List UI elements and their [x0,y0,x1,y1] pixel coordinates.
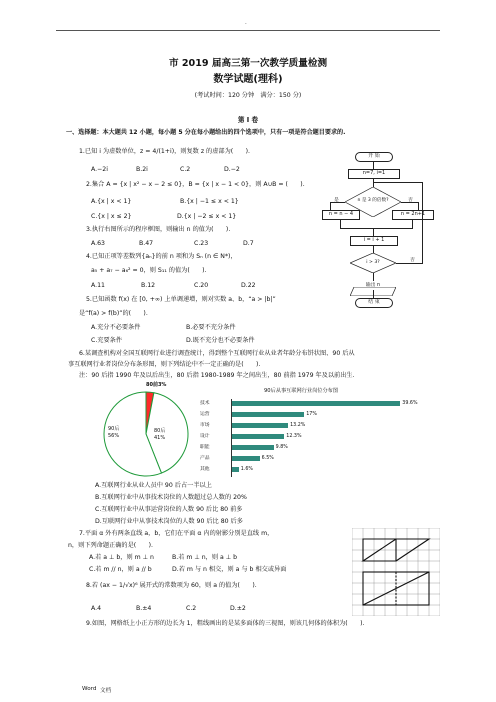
q5-option-d: D.既不充分也不必要条件 [186,337,255,344]
bar-category-label: 运营 [200,411,210,417]
q5-stem-line1: 5.已知函数 f(x) 在 [0, +∞) 上单调递增，则对实数 a、b，“a > |b|” [86,296,276,303]
flow-loop-no-label: 否 [410,258,415,263]
exam-info: (考试时间：120 分钟 满分：150 分) [194,92,302,99]
q7-stem-line1: 7.平面 α 外有两条直线 a，b，它们在平面 α 内的射影分别是直线 m， [79,530,274,537]
q3-option-c: C.23 [194,240,209,247]
pie-label-90s: 90后 56% [108,426,120,439]
q7-option-a: A.若 a ⊥ b，则 m ⊥ n [89,554,154,561]
q1-option-a: A.−2i [91,166,108,173]
flow-init: n=7, i=1 [348,169,400,179]
flow-increment: i = i + 1 [350,236,398,246]
section-heading: 一、选择题：本大题共 12 小题，每小题 5 分在每小题给出的四个选项中，只有一项是符合题目要求的. [66,129,346,136]
q7-stem-line2: n，则下列命题正确的是( ). [68,542,153,549]
exam-title: 市 2019 届高三第一次教学质量检测 [168,58,328,69]
q1-option-b: B.2i [136,166,148,173]
program-flowchart [328,148,438,348]
bar-value-label: 6.5% [261,455,274,461]
q6-stem-line2: 事互联网行业者岗位分布条形图，则下列结论中不一定正确的是( ). [68,361,261,368]
q6-stem-line1: 6.某调查机构对全国互联网行业进行调查统计，得到整个互联网行业从业者年龄分布饼状图、90 后从 [79,350,355,357]
q6-option-d: D.互联网行业中从事技术岗位的人数 90 后比 80 后多 [95,518,243,525]
q4-option-b: B.12 [141,282,156,289]
subject-title: 数学试题(理科) [213,74,283,85]
bar [232,412,304,417]
q2-stem: 2.集合 A = {x | x² − x − 2 ≤ 0}，B = {x | x − 1 < 0}，则 A∪B = ( ). [86,181,305,188]
bar-category-label: 产品 [200,455,210,461]
bar-chart-title: 90后从事互联网行业岗位分布图 [264,388,339,394]
bar-category-label: 技术 [200,400,210,406]
bar-value-label: 13.2% [290,422,306,428]
flow-start: 开 始 [355,152,393,162]
q4-option-d: D.22 [241,282,256,289]
footer-word: Word [82,686,97,692]
bar-category-label: 其他 [200,466,210,472]
q8-stem: 8.若 (ax − 1/√x)⁶ 展开式的常数项为 60，则 a 的值为( ). [86,582,257,589]
pie-label-80s: 80后 41% [154,428,166,441]
q6-note: 注：90 后指 1990 年及以后出生，80 后指 1980-1989 年之间出生，80 前指 1979 年及以前出生. [79,372,355,379]
q1-option-c: C.2 [180,166,191,173]
flow-yes-label: 是 [334,198,339,203]
bar-value-label: 12.3% [286,433,302,439]
bar [232,456,260,461]
q2-option-a: A.{x | x < 1} [91,198,132,205]
q3-option-d: D.7 [243,240,254,247]
flow-no-label: 否 [408,198,413,203]
flow-left-box: n = n − 4 [322,210,360,220]
q1-option-d: D.−2 [224,166,240,173]
flow-end: 结 束 [355,298,393,308]
bar-value-label: 9.8% [275,444,288,450]
header-dot: . [245,20,247,26]
bar-value-label: 39.6% [402,400,418,406]
q1-stem: 1.已知 i 为虚数单位，z = 4/(1+i)，则复数 z 的虚部为( ). [79,148,250,155]
q2-option-c: C.{x | x ≤ 2} [91,213,132,220]
q7-option-b: B.若 m ⊥ n，则 a ⊥ b [172,554,238,561]
flow-right-box: n = 2n+1 [392,210,434,220]
q5-option-b: B.必要不充分条件 [186,324,236,331]
q8-option-c: C.2 [186,605,197,612]
q7-option-c: C.若 m // n，则 a // b [89,566,152,573]
q3-option-b: B.47 [139,240,154,247]
header-rule [56,30,440,31]
flow-loop-text: i > 3? [366,260,380,265]
footer-doc: 文档 [100,688,112,694]
q6-option-c: C.互联网行业中从事运营岗位的人数 90 后比 80 前多 [95,506,243,513]
q5-option-c: C.充要条件 [91,337,123,344]
bar-category-label: 设计 [200,433,210,439]
bar-value-label: 17% [306,411,317,417]
bar-value-label: 1.6% [240,466,253,472]
q5-option-a: A.充分不必要条件 [91,324,141,331]
q9-stem: 9.如图，网格纸上小正方形的边长为 1，粗线画出的是某多面体的三视图，则该几何体的体积为( ). [86,620,365,627]
flow-decision-loop [350,253,396,273]
bar [232,445,274,450]
q8-option-b: B.±4 [136,605,152,612]
flow-decision-text: n 是 3 的倍数? [357,198,389,203]
q4-option-a: A.11 [91,282,105,289]
q7-option-d: D.若 m 与 n 相交，则 a 与 b 相交或异面 [172,566,287,573]
flow-output [350,281,396,290]
q2-option-b: B.{x | −1 ≤ x < 1} [180,198,239,205]
q8-option-a: A.4 [91,605,102,612]
volume-label: 第 I 卷 [237,116,259,124]
q4-stem-line1: 4.已知正项等差数列{aₙ}的前 n 项和为 Sₙ (n ∈ N*)， [86,253,237,260]
flow-output-text: 输出 n [365,283,381,288]
bar-category-label: 市场 [200,422,210,428]
q5-stem-line2: 是“f(a) > f(b)”的( ). [79,310,148,317]
pie-label-pre80s: 80前3% [146,382,167,388]
bar [232,423,288,428]
q6-option-b: B.互联网行业中从事技术岗位的人数超过总人数的 20% [95,494,247,501]
bar [232,401,400,406]
q8-option-d: D.±2 [230,605,246,612]
q4-stem-line2: a₅ + a₇ − a₆² = 0，则 S₁₁ 的值为( ). [91,267,207,274]
bar [232,434,284,439]
job-bar-chart [198,388,430,480]
q3-stem: 3.执行右图所示的程序框图，则输出 n 的值为( ). [86,226,231,233]
bar-category-label: 职能 [200,444,210,450]
q3-option-a: A.63 [91,240,105,247]
three-view-figure [352,528,440,616]
q6-option-a: A.互联网行业从业人员中 90 后占一半以上 [95,482,212,489]
q2-option-d: D.{x | −2 ≤ x < 1} [177,213,237,220]
age-pie-chart [98,384,194,480]
q4-option-c: C.20 [194,282,209,289]
three-view-svg [352,528,440,616]
bar [232,467,239,472]
